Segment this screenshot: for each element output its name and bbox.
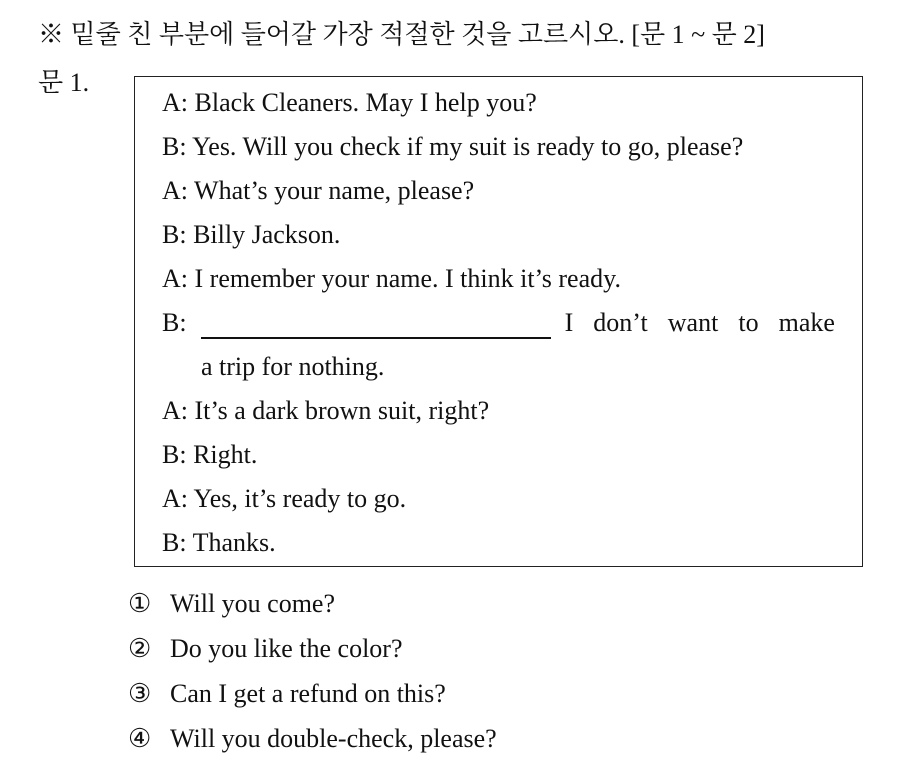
question-number: 문 1. xyxy=(38,68,90,97)
instruction-text: ※ 밑줄 친 부분에 들어갈 가장 적절한 것을 고르시오. [문 1 ~ 문 2] xyxy=(38,20,765,49)
option-text: Can I get a refund on this? xyxy=(170,679,446,708)
blank-word: to xyxy=(738,308,759,337)
dialogue-line: B: Right. xyxy=(162,440,258,469)
option-number: ① xyxy=(128,589,152,618)
dialogue-line: A: I remember your name. I think it’s ready. xyxy=(162,264,621,293)
option-number: ② xyxy=(128,634,152,663)
option-number: ③ xyxy=(128,679,152,708)
option-number: ④ xyxy=(128,724,152,753)
blank-word: I xyxy=(564,308,574,337)
option-text: Do you like the color? xyxy=(170,634,403,663)
blank-word: don’t xyxy=(593,308,648,337)
blank-dialogue-line xyxy=(162,307,835,339)
dialogue-box xyxy=(134,76,863,567)
blank-word: want xyxy=(667,308,719,337)
dialogue-line: A: It’s a dark brown suit, right? xyxy=(162,396,490,425)
option-text: Will you come? xyxy=(170,589,336,618)
dialogue-line: A: What’s your name, please? xyxy=(162,176,475,205)
dialogue-continuation: a trip for nothing. xyxy=(201,352,385,381)
dialogue-line: A: Black Cleaners. May I help you? xyxy=(162,88,537,117)
dialogue-line: A: Yes, it’s ready to go. xyxy=(162,484,407,513)
blank-speaker: B: xyxy=(162,308,187,337)
blank-after-text xyxy=(565,307,835,339)
answer-option[interactable] xyxy=(128,633,403,665)
answer-option[interactable] xyxy=(128,723,497,755)
dialogue-line: B: Billy Jackson. xyxy=(162,220,341,249)
dialogue-line: B: Thanks. xyxy=(162,528,276,557)
option-text: Will you double-check, please? xyxy=(170,724,497,753)
answer-option[interactable] xyxy=(128,678,446,710)
answer-option[interactable] xyxy=(128,588,335,620)
answer-blank xyxy=(201,315,551,339)
blank-word: make xyxy=(778,308,835,337)
dialogue-line: B: Yes. Will you check if my suit is ready to go, please? xyxy=(162,132,744,161)
